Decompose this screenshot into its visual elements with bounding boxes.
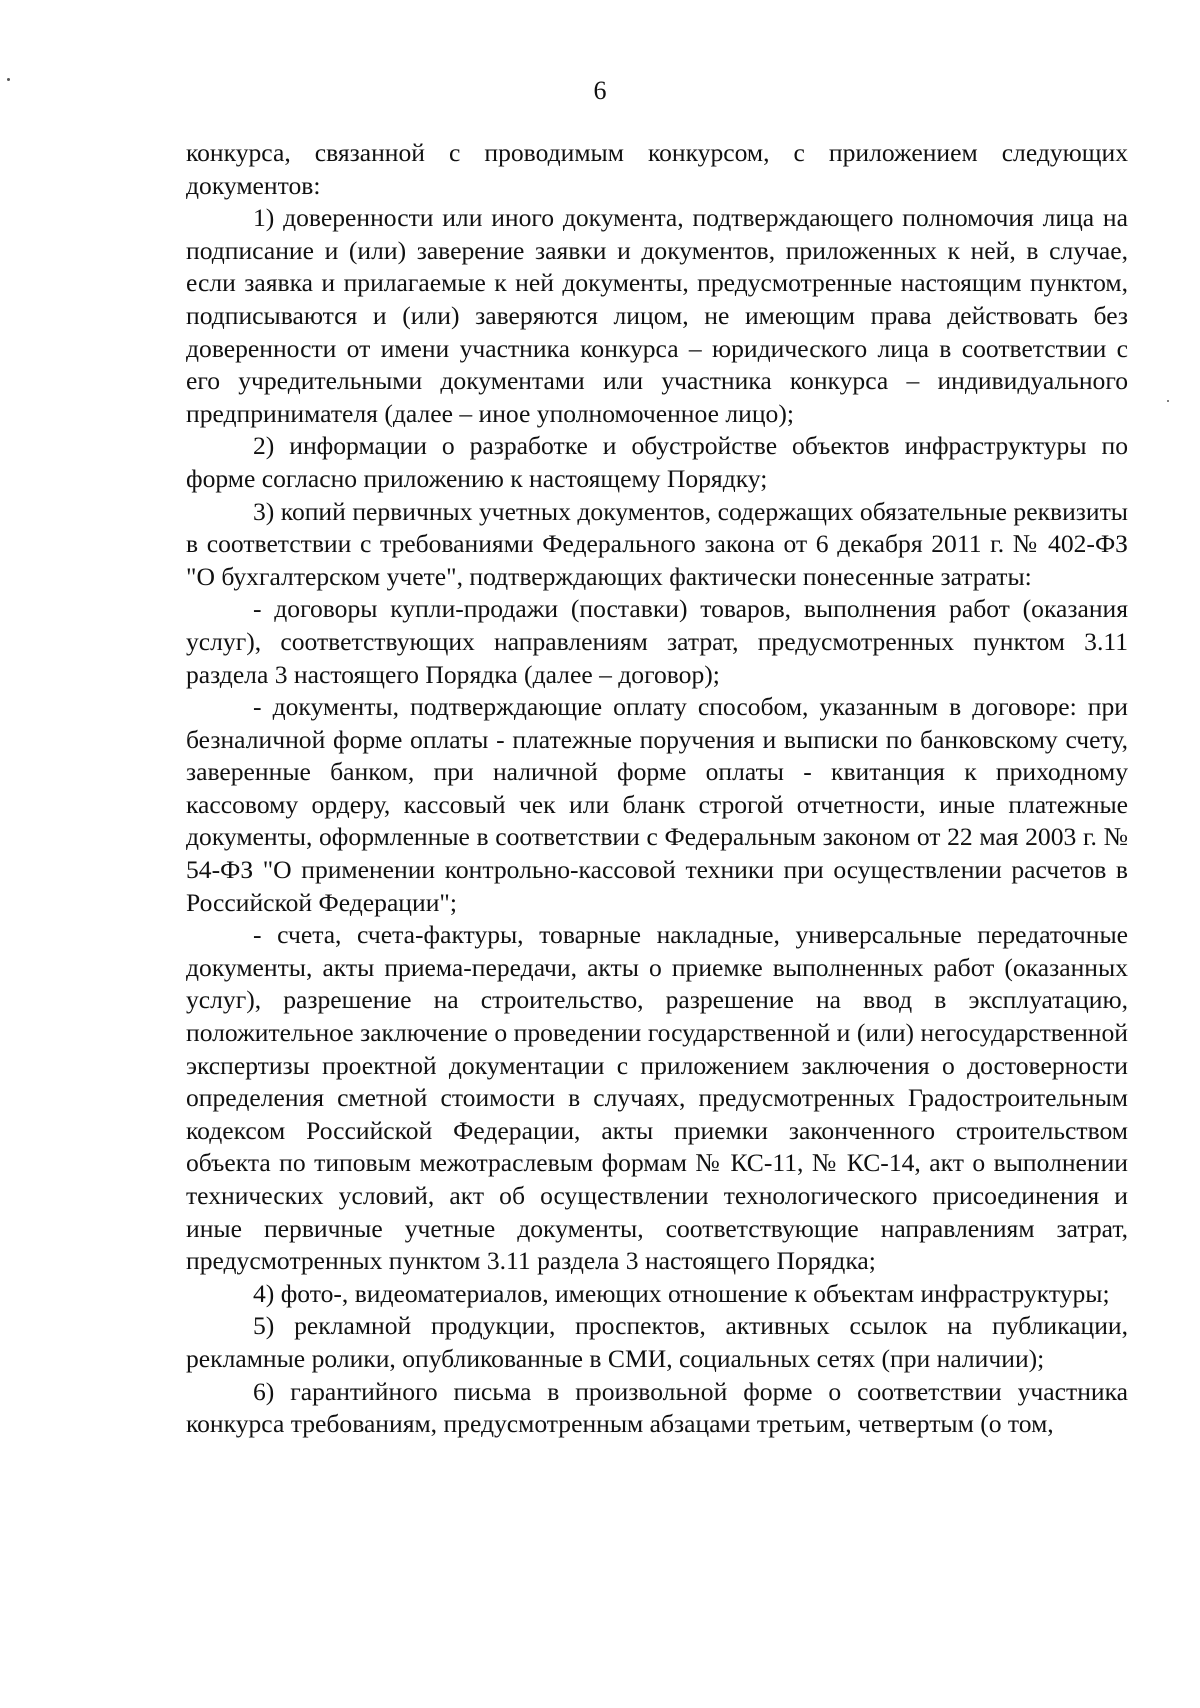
page-number: 6 — [593, 76, 607, 105]
paragraph-item-1: 1) доверенности или иного документа, подтверждающего полномочия лица на подписание и (или) заверение заявки и документов, приложенных к ней, в случае, если заявка и прилагаемые к ней документы, предусмотренные настоящим пунктом, подписываются и (или) заверяются лицом, не имеющим права действовать без доверенности от имени участника конкурса – юридического лица в соответствии с его учредительными документами или участника конкурса – индивидуального предпринимателя (далее – иное уполномоченное лицо); — [186, 203, 1128, 428]
paragraph-item-5: 5) рекламной продукции, проспектов, активных ссылок на публикации, рекламные ролики, опубликованные в СМИ, социальных сетях (при наличии); — [186, 1311, 1128, 1373]
paragraph-dash-invoices: - счета, счета-фактуры, товарные накладные, универсальные передаточные документы, акты приема-передачи, акты о приемке выполненных работ (оказанных услуг), разрешение на строительство, разрешение на ввод в эксплуатацию, положительное заключение о проведении государственной и (или) негосударственной экспертизы проектной документации с приложением заключения о достоверности определения сметной стоимости в случаях, предусмотренных Градостроительным кодексом Российской Федерации, акты приемки законченного строительством объекта по типовым межотраслевым формам № КС-11, № КС-14, акт о выполнении технических условий, акт об осуществлении технологического присоединения и иные первичные учетные документы, соответствующие направлениям затрат, предусмотренных пунктом 3.11 раздела 3 настоящего Порядка; — [186, 920, 1128, 1276]
paragraph-item-4: 4) фото-, видеоматериалов, имеющих отношение к объектам инфраструктуры; — [253, 1278, 1110, 1308]
paragraph-dash-payment-documents: - документы, подтверждающие оплату способом, указанным в договоре: при безналичной форме оплаты - платежные поручения и выписки по банковскому счету, заверенные банком, при наличной форме оплаты - квитанция к приходному кассовому ордеру, кассовый чек или бланк строгой отчетности, иные платежные документы, оформленные в соответствии с Федеральным законом от 22 мая 2003 г. № 54-ФЗ "О применении контрольно-кассовой техники при осуществлении расчетов в Российской Федерации"; — [186, 692, 1128, 917]
document-body — [186, 137, 1128, 1441]
scan-speck — [1167, 400, 1169, 402]
paragraph-continuation: конкурса, связанной с проводимым конкурсом, с приложением следующих документов: — [186, 138, 1128, 200]
paragraph-item-2: 2) информации о разработке и обустройстве объектов инфраструктуры по форме согласно приложению к настоящему Порядку; — [186, 431, 1128, 493]
paragraph-item-3: 3) копий первичных учетных документов, содержащих обязательные реквизиты в соответствии с требованиями Федерального закона от 6 декабря 2011 г. № 402-ФЗ "О бухгалтерском учете", подтверждающих фактически понесенные затраты: — [186, 496, 1128, 591]
paragraph-item-6: 6) гарантийного письма в произвольной форме о соответствии участника конкурса требованиям, предусмотренным абзацами третьим, четвертым (о том, — [186, 1376, 1128, 1439]
paragraph-dash-contracts: - договоры купли-продажи (поставки) товаров, выполнения работ (оказания услуг), соответствующих направлениям затрат, предусмотренных пунктом 3.11 раздела 3 настоящего Порядка (далее – договор); — [186, 594, 1128, 689]
